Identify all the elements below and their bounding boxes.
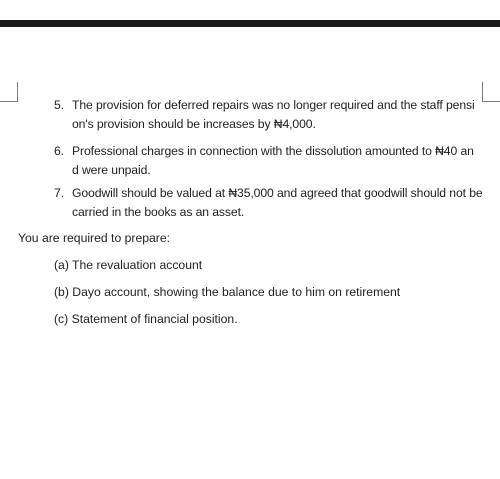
task-a: (a) The revaluation account [54, 258, 203, 272]
list-item-7 [54, 184, 494, 222]
page-corner-mark-left [0, 82, 18, 102]
item-number: 6. [54, 144, 64, 158]
list-item-6 [54, 142, 494, 180]
instructions-heading: You are required to prepare: [18, 231, 170, 245]
task-c: (c) Statement of financial position. [54, 312, 238, 326]
item-number: 7. [54, 186, 64, 200]
item-text-line1: Goodwill should be valued at ₦35,000 and agreed that goodwill should not be [72, 186, 483, 200]
item-text-line1: The provision for deferred repairs was no longer required and the staff pensi [72, 98, 475, 112]
task-b: (b) Dayo account, showing the balance due to him on retirement [54, 285, 401, 299]
top-divider-bar [0, 20, 500, 27]
item-text-line2: d were unpaid. [72, 163, 151, 177]
item-text-line2: carried in the books as an asset. [72, 205, 245, 219]
item-text-line1: Professional charges in connection with the dissolution amounted to ₦40 an [72, 144, 474, 158]
item-number: 5. [54, 98, 64, 112]
item-text-line2: on's provision should be increases by ₦4,000. [72, 117, 316, 131]
list-item-5 [54, 96, 494, 134]
